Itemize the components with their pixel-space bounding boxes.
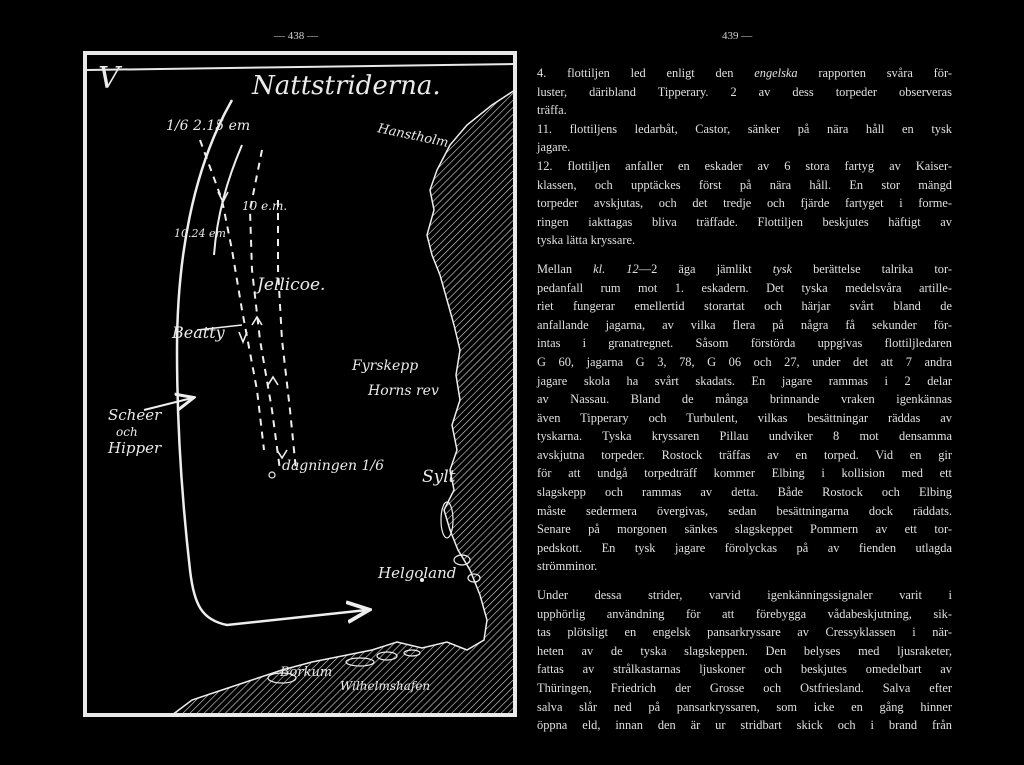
paragraph-2: [537, 120, 952, 157]
text-line: anfallande jagarna, av vilka flera på några få sekunder för-: [537, 317, 952, 332]
label-borkum: Borkum: [280, 665, 333, 680]
page-number-right: 439 —: [722, 30, 753, 42]
text-line: även Tipperary och Turbulent, vilkas besättningar räddas av: [537, 410, 952, 425]
text-line: G 60, jagarna G 3, 78, G 06 och 27, under det att 7 andra: [537, 354, 952, 369]
text-line: strömminor.: [537, 559, 598, 574]
label-dagningen: dagningen 1/6: [282, 458, 385, 474]
label-hipper: Hipper: [108, 439, 162, 457]
text-line: salva slår ned på pansarkryssaren, som icke en gång hinner: [537, 699, 952, 714]
page-number-left: — 438 —: [274, 30, 318, 42]
text-line: Thüringen, Friedrich der Grosse och Ostfriesland. Salva efter: [537, 681, 952, 695]
text-line: avskjutna torpeder. Rostock träffas av en torped. Vid en gir: [537, 447, 952, 462]
fleet-track-curve: [177, 100, 367, 625]
map-title: Nattstriderna.: [252, 71, 441, 101]
paragraph-1: [537, 64, 952, 120]
text-line: av Nassau. Bland de många brinnande vraken igenkännas: [537, 392, 952, 407]
label-och: och: [116, 425, 138, 439]
text-line: slagskepp och rammas av detta. Både Rostock och Elbing: [537, 485, 952, 500]
text-line: Under dessa strider, varvid igenkänningssignaler varit i: [537, 588, 952, 603]
paragraph-3: [537, 157, 952, 250]
text-line: intas i granatregnet. Såsom förstörda uppgivas flottiljledaren: [537, 336, 952, 351]
label-beatty: Beatty: [172, 323, 225, 342]
text-line: måste sedermera övergivas, sedan besättningarna dock räddats.: [537, 503, 952, 518]
paragraph-4: [537, 260, 952, 576]
dashed-track-3: [278, 200, 296, 470]
text-line: 11. flottiljens ledarbåt, Castor, sänker på nära håll en tysk: [537, 121, 952, 136]
label-scheer: Scheer: [108, 406, 162, 424]
text-line: tas plötsligt en engelsk pansarkryssare av Cressyklassen i när-: [537, 625, 952, 640]
map-corner-label: V: [98, 61, 120, 96]
label-helgoland: Helgoland: [378, 564, 457, 582]
battle-map: [82, 50, 519, 718]
text-line: för att undgå torpedträff kommer Elbing i kollision med ett: [537, 466, 952, 481]
text-line: klassen, och upptäckes först på nära håll. En stor mängd: [537, 177, 952, 192]
text-line: Senare på morgonen sänkes slagskeppet Pommern av ett tor-: [537, 522, 952, 537]
text-line: luster, däribland Tipperary. 2 av dess torpeder observeras: [537, 84, 952, 99]
text-line: heten av de tyska slagskeppen. Den belyses med ljusraketer,: [537, 643, 952, 658]
label-horns-rev: Horns rev: [368, 383, 439, 399]
text-line: tyskarna. Tyska kryssaren Pillau undviker 8 mot densamma: [537, 429, 952, 444]
text-line: 12. flottiljen anfaller en eskader av 6 stora fartyg av Kaiser-: [537, 158, 952, 173]
text-line: torpeder avskjutas, och det tredje och fjärde fartyget i forme-: [537, 196, 952, 211]
paragraph-5: [537, 586, 952, 735]
label-time-3: 10.24 em: [174, 227, 226, 240]
label-time-2: 10 e.m.: [242, 199, 288, 213]
label-time-1: 1/6 2.15 em: [166, 118, 251, 134]
body-text: [537, 64, 952, 735]
text-line: öppna eld, innan den är ur stridbart skick och i brand från: [537, 718, 952, 733]
label-jellicoe: Jellicoe.: [257, 275, 326, 295]
text-line: jagare.: [537, 140, 571, 155]
label-hanstholm: Hanstholm: [376, 121, 450, 151]
text-line: tyska lätta kryssare.: [537, 233, 636, 248]
text-line: pedskott. En tysk jagare förolyckas på av fienden utlagda: [537, 540, 952, 555]
text-line: 4. flottiljen led enligt den engelska rapporten svåra för-: [537, 66, 952, 80]
text-line: träffa.: [537, 103, 567, 118]
text-line: fattas av strålkastarnas ljuskoner och beskjutes omedelbart av: [537, 662, 952, 677]
text-line: upphörlig användning för att förebygga vådabeskjutning, sik-: [537, 606, 952, 621]
text-line: ringen iakttagas bliva träffade. Flottiljen beskjutes häftigt av: [537, 214, 952, 229]
dashed-track-2: [250, 150, 280, 470]
label-fyrskepp: Fyrskepp: [352, 358, 419, 374]
text-line: riet fungerar emellertid storartat och härjar svårt bland de: [537, 299, 952, 314]
label-wilhelmshafen: Wilhelmshafen: [340, 679, 431, 693]
text-line: jagare skola ha svårt skadats. En jagare rammas i 2 delar: [537, 373, 952, 388]
text-line: Mellan kl. 12—2 äga jämlikt tysk berättelse talrika tor-: [537, 261, 952, 276]
coastline-land: [172, 90, 515, 715]
label-sylt: Sylt: [422, 467, 456, 487]
text-line: pedanfall rum mot 1. eskadern. Det tyska medelsvåra artille-: [537, 280, 952, 295]
